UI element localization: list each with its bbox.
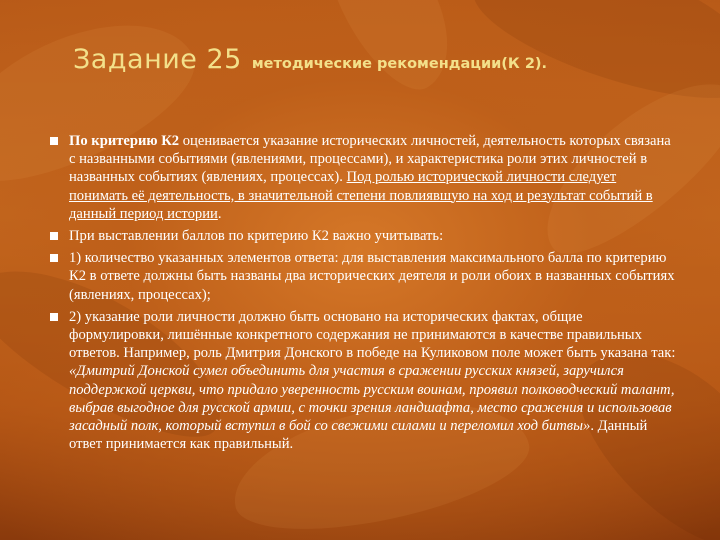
list-item <box>50 132 678 223</box>
list-item-text: 1) количество указанных элементов ответа: для выставления максимального балла по критерию К2 в ответе должны быть названы два исторических деятеля и роли обоих в названных событиях (явлениях, процессах); <box>69 250 675 303</box>
example-quote: «Дмитрий Донской сумел объединить для участия в сражении русских князей, заручился поддержкой церкви, что придало уверенность русским воинам, проявил полководческий талант, выбрав выгодное для русской армии, с точки зрения ландшафта, место сражения и использовав засадный полк, который вступил в бой со свежими силами и переломил ход битвы» <box>69 363 675 435</box>
list-item-text: При выставлении баллов по критерию К2 важно учитывать: <box>69 228 444 245</box>
square-bullet-icon <box>50 137 58 145</box>
list-item <box>50 249 678 304</box>
square-bullet-icon <box>50 254 58 262</box>
criterion-label: По критерию К2 <box>69 133 180 149</box>
list-item <box>50 227 678 245</box>
definition-link[interactable]: Под ролью исторической личности следует понимать её деятельность, в значительной степени повлиявшую на ход и результат событий в данный период истории <box>69 169 653 222</box>
slide-title-main: Задание 25 <box>73 44 242 75</box>
list-item-text: оценивается указание исторических личностей, деятельность которых связана с названными событиями (явлениями, процессами), и характеристика роли этих личностей в названных событиях (явлениях, процессах). <box>69 133 671 186</box>
list-item-end: . Данный ответ принимается как правильный. <box>69 418 648 453</box>
slide-title-subtitle: методические рекомендации(К 2). <box>251 56 548 72</box>
square-bullet-icon <box>50 313 58 321</box>
square-bullet-icon <box>50 232 58 240</box>
list-item <box>50 308 678 454</box>
list-item-text: 2) указание роли личности должно быть основано на исторических фактах, общие формулировки, лишённые конкретного содержания не принимаются в качестве правильных ответов. Например, роль Дмитрия Донского в победе на Куликовом поле может быть указана так: <box>69 308 676 362</box>
list-item-end: . <box>217 205 222 222</box>
bullet-list <box>50 132 678 457</box>
slide-title <box>73 40 693 84</box>
